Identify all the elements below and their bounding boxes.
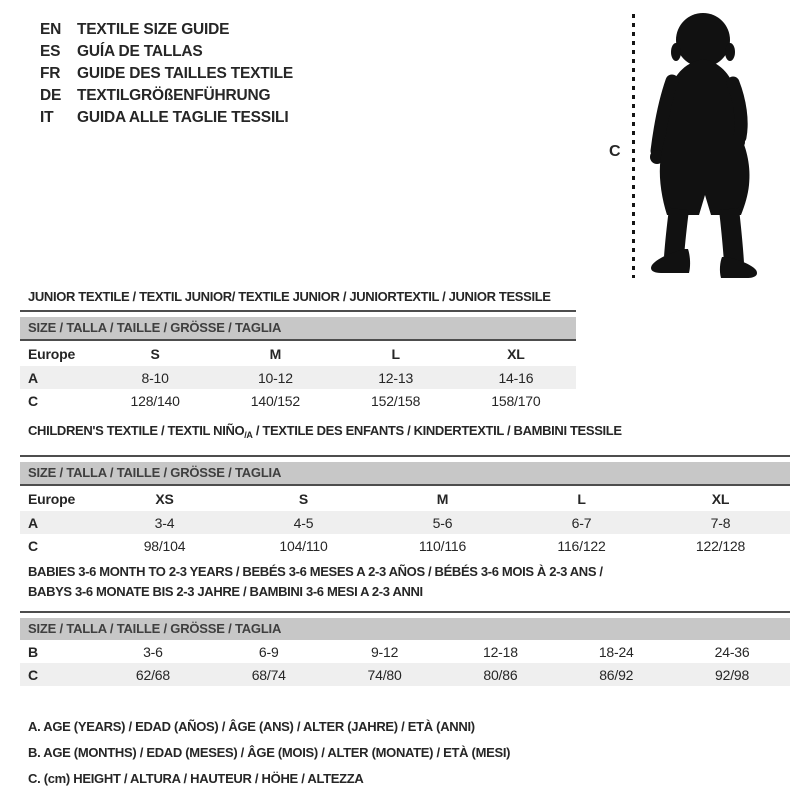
size-cell: M (436, 490, 449, 507)
section-title-babies (28, 562, 603, 601)
babies-size-table (20, 611, 790, 686)
language-row-en (40, 19, 293, 41)
language-label: GUIDE DES TAILLES TEXTILE (77, 65, 294, 82)
value-cell: 8-10 (141, 369, 169, 386)
value-cell: 3-4 (154, 514, 175, 531)
row-label: B (28, 643, 38, 660)
value-cell: 80/86 (483, 666, 518, 683)
language-label: GUÍA DE TALLAS (77, 43, 203, 60)
value-cell: 86/92 (599, 666, 634, 683)
size-cell: XL (507, 345, 525, 362)
language-label: TEXTILGRÖßENFÜHRUNG (77, 87, 271, 104)
value-cell: 5-6 (432, 514, 453, 531)
value-cell: 128/140 (130, 392, 180, 409)
language-list (40, 19, 293, 129)
size-cell: L (391, 345, 400, 362)
value-cell: 74/80 (367, 666, 402, 683)
size-cell: XL (711, 490, 730, 507)
value-cell: 10-12 (257, 369, 293, 386)
value-cell: 3-6 (143, 643, 163, 660)
language-row-fr (40, 63, 293, 85)
value-cell: 116/122 (557, 537, 606, 554)
value-cell: 14-16 (498, 369, 534, 386)
value-cell: 18-24 (598, 643, 634, 660)
language-code: IT (40, 109, 54, 126)
language-code: EN (40, 21, 62, 38)
row-label: Europe (28, 345, 76, 362)
size-cell: S (298, 490, 309, 507)
value-cell: 24-36 (714, 643, 750, 660)
title-text: CHILDREN'S TEXTILE / TEXTIL NIÑO (28, 423, 245, 438)
table-row-age (20, 511, 790, 534)
value-cell: 92/98 (715, 666, 750, 683)
value-cell: 104/110 (279, 537, 328, 554)
height-measure-label: C (609, 143, 621, 160)
language-code: ES (40, 43, 61, 60)
value-cell: 98/104 (143, 537, 186, 554)
table-top-rule (20, 611, 790, 613)
row-label: C (28, 392, 38, 409)
value-cell: 4-5 (293, 514, 314, 531)
row-label: A (28, 514, 38, 531)
table-row-age (20, 366, 576, 389)
language-row-es (40, 41, 293, 63)
section-title-junior: JUNIOR TEXTILE / TEXTIL JUNIOR/ TEXTILE JUNIOR / JUNIORTEXTIL / JUNIOR TESSILE (28, 289, 551, 304)
title-line-1: BABIES 3-6 MONTH TO 2-3 YEARS / BEBÉS 3-6 MESES A 2-3 AÑOS / BÉBÉS 3-6 MOIS À 2-3 ANS / (28, 564, 603, 579)
table-top-rule (20, 455, 790, 457)
value-cell: 6-9 (258, 643, 279, 660)
language-label: TEXTILE SIZE GUIDE (77, 21, 230, 38)
value-cell: 68/74 (251, 666, 286, 683)
table-row-age-months (20, 640, 790, 663)
children-size-table (20, 455, 790, 557)
value-cell: 7-8 (710, 514, 731, 531)
row-label: C (28, 537, 38, 554)
value-cell: 9-12 (370, 643, 399, 660)
size-header-bar: SIZE / TALLA / TAILLE / GRÖSSE / TAGLIA (20, 317, 576, 341)
size-cell: M (269, 345, 282, 362)
value-cell: 122/128 (695, 537, 746, 554)
table-row-height (20, 663, 790, 686)
size-header-bar: SIZE / TALLA / TAILLE / GRÖSSE / TAGLIA (20, 618, 790, 640)
table-row-height (20, 389, 576, 412)
table-top-rule (20, 310, 576, 312)
table-row-height (20, 534, 790, 557)
value-cell: 140/152 (250, 392, 300, 409)
language-row-it (40, 107, 293, 129)
note-age-years: A. AGE (YEARS) / EDAD (AÑOS) / ÂGE (ANS) / ALTER (JAHRE) / ETÀ (ANNI) (28, 719, 475, 734)
value-cell: 12-18 (482, 643, 518, 660)
language-code: DE (40, 87, 62, 104)
language-label: GUIDA ALLE TAGLIE TESSILI (77, 109, 289, 126)
note-height-cm: C. (cm) HEIGHT / ALTURA / HAUTEUR / HÖHE / ALTEZZA (28, 771, 364, 786)
size-cell: L (577, 490, 586, 507)
value-cell: 6-7 (571, 514, 592, 531)
toddler-silhouette-image (645, 8, 765, 280)
table-row-europe (20, 341, 576, 366)
language-code: FR (40, 65, 61, 82)
value-cell: 158/170 (491, 392, 541, 409)
value-cell: 62/68 (135, 666, 170, 683)
row-label: Europe (28, 490, 76, 507)
language-row-de (40, 85, 293, 107)
note-age-months: B. AGE (MONTHS) / EDAD (MESES) / ÂGE (MOIS) / ALTER (MONATE) / ETÀ (MESI) (28, 745, 511, 760)
table-row-europe (20, 486, 790, 511)
title-line-2: BABYS 3-6 MONATE BIS 2-3 JAHRE / BAMBINI 3-6 MESI A 2-3 ANNI (28, 583, 423, 599)
size-header-bar: SIZE / TALLA / TAILLE / GRÖSSE / TAGLIA (20, 462, 790, 486)
size-cell: S (150, 345, 160, 362)
title-text: / TEXTILE DES ENFANTS / KINDERTEXTIL / BAMBINI TESSILE (252, 423, 622, 438)
value-cell: 12-13 (378, 369, 414, 386)
section-title-children (28, 423, 622, 440)
row-label: A (28, 369, 38, 386)
value-cell: 152/158 (371, 392, 421, 409)
size-cell: XS (155, 490, 174, 507)
title-subscript: /A (244, 430, 253, 440)
value-cell: 110/116 (418, 537, 467, 554)
height-measure-dotted-line (632, 14, 635, 278)
row-label: C (28, 666, 38, 683)
legend-notes (28, 714, 510, 792)
junior-size-table (20, 310, 576, 412)
